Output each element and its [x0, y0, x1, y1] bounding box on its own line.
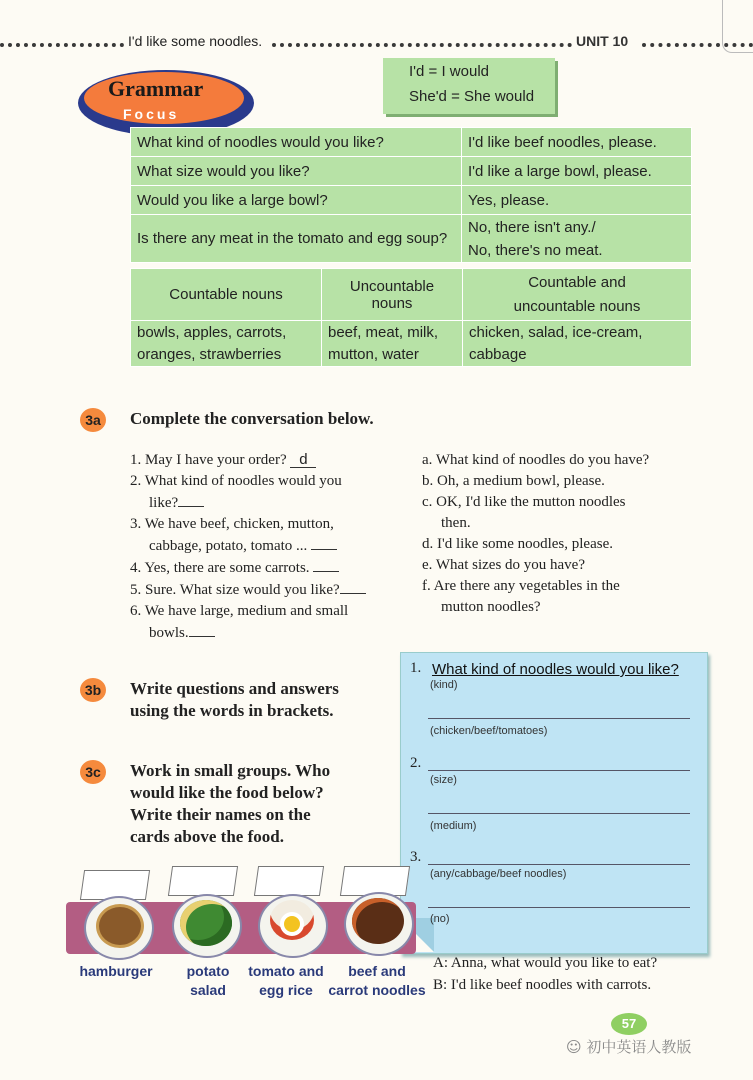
wechat-icon: ☺ — [566, 1038, 582, 1056]
table-row — [131, 186, 692, 215]
food-label-line: egg rice — [259, 982, 313, 998]
answer-line: No, there's no meat. — [468, 241, 603, 259]
option-line: then. — [441, 515, 471, 531]
exercise-line: 6. We have large, medium and small — [130, 603, 349, 619]
table-row — [131, 128, 692, 157]
table-cell — [462, 215, 692, 263]
option-line: e. What sizes do you have? — [422, 557, 586, 573]
answer-line: No, there isn't any./ — [468, 218, 596, 236]
food-label-line: carrot noodles — [328, 982, 426, 998]
column-header: Countable nouns — [131, 269, 322, 321]
instruction-line: Write their names on the — [130, 805, 311, 824]
cell-line: bowls, apples, carrots, — [137, 323, 287, 341]
option-line: b. Oh, a medium bowl, please. — [422, 473, 605, 489]
watermark-text: 初中英语人教版 — [586, 1038, 692, 1056]
hint: (kind) — [430, 679, 458, 691]
grammar-qa-table — [130, 127, 692, 263]
cell-line: cabbage — [469, 345, 527, 363]
food-label-line: hamburger — [79, 963, 153, 979]
table-cell: I'd like a large bowl, please. — [462, 157, 692, 186]
page-corner — [722, 0, 753, 53]
watermark — [566, 1036, 691, 1057]
noodles-icon — [352, 898, 404, 944]
food-label-egg-rice — [244, 962, 328, 1000]
line-text: 1. May I have your order? — [130, 452, 287, 468]
item-number: 2. — [410, 755, 422, 771]
answer-line[interactable] — [428, 907, 690, 908]
instruction-line: using the words in brackets. — [130, 701, 334, 720]
badge-3c: 3c — [80, 760, 106, 784]
option-line: f. Are there any vegetables in the — [422, 578, 620, 594]
salad-icon — [180, 900, 232, 946]
header-line: uncountable nouns — [513, 297, 641, 315]
badge-3a: 3a — [80, 408, 106, 432]
hint: (any/cabbage/beef noodles) — [430, 868, 567, 880]
food-label-line: salad — [190, 982, 226, 998]
table-cell: Yes, please. — [462, 186, 692, 215]
instruction-line: Write questions and answers — [130, 679, 339, 698]
table-row — [131, 321, 692, 367]
food-label-hamburger — [70, 962, 162, 981]
instruction-line: cards above the food. — [130, 827, 284, 846]
line-text: like? — [149, 495, 179, 511]
exercise-line — [130, 579, 410, 601]
grammar-subtitle: Focus — [123, 106, 180, 122]
line-text: 4. Yes, there are some carrots. — [130, 560, 310, 576]
hint: (size) — [430, 774, 457, 786]
exercise-line — [130, 450, 410, 471]
hint: (chicken/beef/tomatoes) — [430, 725, 548, 737]
lesson-title: I'd like some noodles. — [124, 33, 266, 49]
column-header — [463, 269, 692, 321]
hint: (no) — [430, 913, 450, 925]
unit-label: UNIT 10 — [572, 33, 632, 49]
cell-line: mutton, water — [328, 345, 419, 363]
answer-line[interactable] — [428, 864, 690, 865]
example-question: What kind of noodles would you like? — [432, 661, 679, 678]
exercise-line — [130, 492, 410, 514]
grammar-title: Grammar — [108, 76, 204, 101]
line-text: cabbage, potato, tomato ... — [149, 538, 308, 554]
table-cell — [131, 321, 322, 367]
contractions-box — [383, 58, 555, 114]
cell-line: chicken, salad, ice-cream, — [469, 323, 643, 341]
food-label-salad — [170, 962, 246, 1000]
section-3b-instructions — [130, 678, 339, 722]
header-line: Countable and — [528, 273, 626, 291]
egg-yolk-icon — [280, 912, 304, 936]
line-text: bowls. — [149, 625, 189, 641]
answer-line[interactable] — [428, 770, 690, 771]
exercise-line — [130, 622, 410, 644]
answer-blank[interactable] — [178, 492, 204, 507]
table-cell: Would you like a large bowl? — [131, 186, 462, 215]
hint: (medium) — [430, 820, 477, 832]
item-number: 1. — [410, 660, 422, 676]
note-card — [400, 652, 708, 954]
food-label-line: tomato and — [248, 963, 324, 979]
exercise-3a-right — [422, 450, 722, 618]
header-dots-left — [0, 43, 124, 47]
exercise-3a-left — [130, 450, 410, 644]
exercise-line — [130, 535, 410, 557]
table-cell: I'd like beef noodles, please. — [462, 128, 692, 157]
exercise-line: 2. What kind of noodles would you — [130, 473, 342, 489]
dialog-line-a: A: Anna, what would you like to eat? — [433, 955, 658, 971]
answer-blank[interactable] — [189, 622, 215, 637]
nouns-table — [130, 268, 692, 367]
contraction-shed: She'd = She would — [409, 88, 535, 105]
line-text: 5. Sure. What size would you like? — [130, 582, 340, 598]
item-number: 3. — [410, 849, 422, 865]
exercise-line — [130, 557, 410, 579]
answer-blank[interactable]: d — [290, 453, 316, 468]
badge-3b: 3b — [80, 678, 106, 702]
answer-line[interactable] — [428, 718, 690, 719]
food-label-noodles — [326, 962, 428, 1000]
option-line: a. What kind of noodles do you have? — [422, 452, 650, 468]
answer-line[interactable] — [428, 813, 690, 814]
table-cell — [463, 321, 692, 367]
table-cell: What size would you like? — [131, 157, 462, 186]
dialog-line-b: B: I'd like beef noodles with carrots. — [433, 977, 652, 993]
instruction-line: Work in small groups. Who — [130, 761, 331, 780]
instruction-line: would like the food below? — [130, 783, 324, 802]
table-row — [131, 157, 692, 186]
answer-blank[interactable] — [311, 535, 337, 550]
food-label-line: beef and — [348, 963, 406, 979]
table-cell: Is there any meat in the tomato and egg soup? — [131, 215, 462, 263]
food-label-line: potato — [186, 963, 230, 979]
table-row — [131, 215, 692, 263]
exercise-line: 3. We have beef, chicken, mutton, — [130, 516, 334, 532]
name-card[interactable] — [254, 866, 324, 896]
option-line: mutton noodles? — [441, 599, 541, 615]
page-number: 57 — [611, 1013, 647, 1035]
table-cell: What kind of noodles would you like? — [131, 128, 462, 157]
option-line: c. OK, I'd like the mutton noodles — [422, 494, 626, 510]
column-header: Uncountable nouns — [322, 269, 463, 321]
section-3a-title: Complete the conversation below. — [130, 409, 374, 428]
answer-blank[interactable] — [340, 579, 366, 594]
hamburger-icon — [96, 904, 144, 948]
contraction-id: I'd = I would — [409, 63, 489, 80]
header-dots-middle — [272, 43, 572, 47]
option-line: d. I'd like some noodles, please. — [422, 536, 613, 552]
cell-line: beef, meat, milk, — [328, 323, 439, 341]
table-header-row — [131, 269, 692, 321]
section-3c-instructions — [130, 760, 330, 848]
answer-blank[interactable] — [313, 557, 339, 572]
name-card[interactable] — [168, 866, 238, 896]
cell-line: oranges, strawberries — [137, 345, 282, 363]
table-cell — [322, 321, 463, 367]
